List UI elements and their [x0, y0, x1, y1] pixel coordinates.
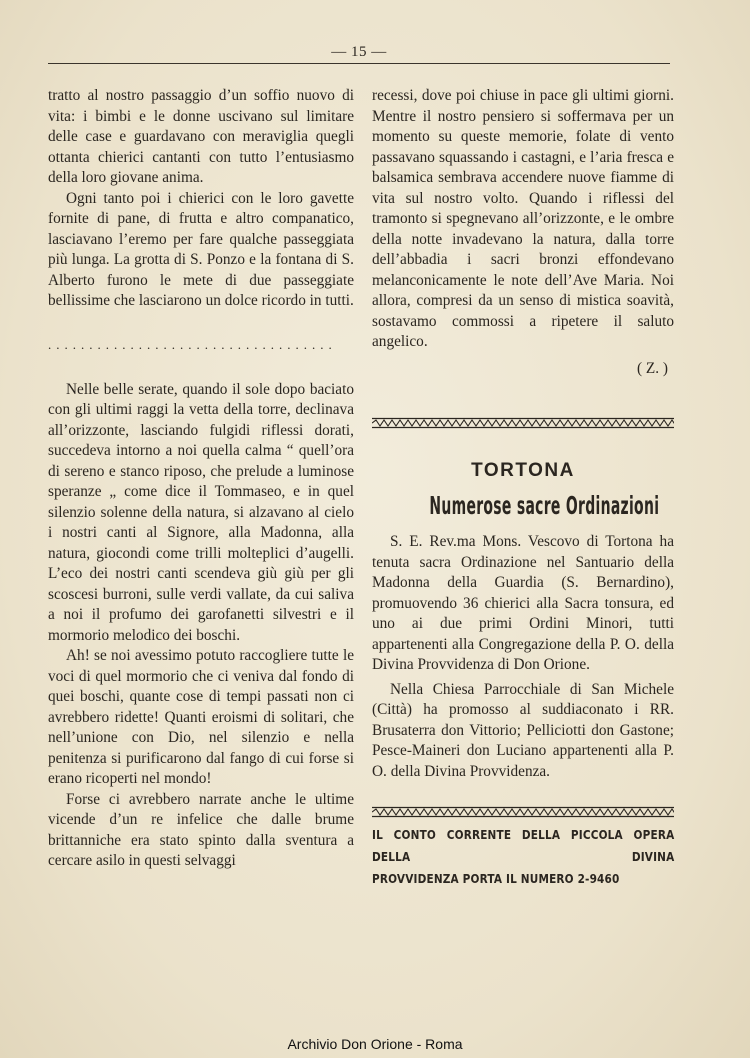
page-number: — 15 —	[331, 44, 387, 60]
page-header	[48, 44, 670, 64]
section-headline: Numerose sacre Ordinazioni	[429, 490, 660, 520]
article-signature: ( Z. )	[636, 359, 668, 377]
notice-line-2: PROVVIDENZA PORTA IL NUMERO 2-9460	[372, 871, 620, 886]
right-column	[372, 86, 674, 890]
right-paragraph-2: S. E. Rev.ma Mons. Vescovo di Tortona ha tenuta sacra Ordinazione nel Santuario della Madonna della Guardia (S. Bernardino), promuovendo 36 chierici alla Sacra tonsura, ed uno ai due primi Ordini Minori, tutti appartenenti alla Congregazione della P. O. della Divina Provvidenza di Don Orione.	[372, 533, 674, 673]
left-paragraph-1: tratto al nostro passaggio d’un soffio nuovo di vita: i bimbi e le donne uscivano sul limitare delle case e guardavano con meraviglia quegli ottanta chierici cantanti con tutto l’entusiasmo della loro giovane anima.	[48, 87, 354, 186]
left-paragraph-3: Nelle belle serate, quando il sole dopo baciato con gli ultimi raggi la vetta della torre, declinava all’orizzonte, lasciando fulgidi riflessi dorati, succedeva intorno a noi quella calma “ quell’ora di sereno e stanco riposo, che prelude a luminose speranze „ come dice il Tommaseo, e in quel silenzio solenne della natura, si alzavano al cielo i nostri canti al Signore, alla Madonna, alla natura, giocondi come trilli molteplici d’augelli. L’eco dei nostri canti scendeva giù giù per gli scoscesi burroni, sulle verdi vallate, da cui saliva a noi il profumo dei garofanetti silvestri e il mormorio melodico dei boschi.	[48, 380, 354, 644]
header-rule	[48, 63, 670, 64]
right-paragraph-1: recessi, dove poi chiuse in pace gli ultimi giorni. Mentre il nostro pensiero si soffermava per un momento su queste memorie, folate di vento passavano squassando i castagni, e l’aria fresca e balsamica sembrava accendere nuove fiamme di vita sul nostro volto. Quando i riflessi del tramonto si spegnevano all’orizzonte, e le ombre della notte invadevano la natura, dalla torre dell’abbadia i sacri bronzi effondevano melanconicamente le note dell’Ave Maria. Noi allora, compresi da un senso di mistica soavità, sostavamo commossi a ripetere il saluto angelico.	[372, 87, 674, 350]
ornamental-rule-bottom	[372, 806, 674, 818]
section-city: TORTONA	[471, 460, 575, 481]
left-paragraph-5: Forse ci avrebbero narrate anche le ultime vicende d’un re infelice che dalle brume brittanniche era stato spinto dalla sventura a cercare asilo in questi selvaggi	[48, 790, 354, 869]
left-paragraph-2: Ogni tanto poi i chierici con le loro gavette fornite di pane, di frutta e altro companatico, lasciavano l’eremo per fare qualche passeggiata più lunga. La grotta di S. Ponzo e la fontana di S. Alberto furono le mete di due passeggiate bellissime che lasciarono un dolce ricordo in tutti.	[48, 189, 354, 309]
dotted-separator: ...................................	[48, 337, 337, 352]
archive-footer: Archivio Don Orione - Roma	[287, 1036, 463, 1052]
notice-line-1: IL CONTO CORRENTE DELLA PICCOLA OPERA DELLA DIVINA	[372, 827, 675, 864]
right-paragraph-3: Nella Chiesa Parrocchiale di San Michele (Città) ha promosso al suddiaconato i RR. Brusaterra don Vittorio; Pelliciotti don Gastone; Pesce-Maineri don Luciano appartenenti alla P. O. della Divina Provvidenza.	[372, 680, 674, 780]
left-column	[48, 86, 354, 872]
bank-account-notice	[372, 824, 674, 890]
ornamental-rule-top	[372, 417, 674, 429]
left-paragraph-4: Ah! se noi avessimo potuto raccogliere tutte le voci di quel mormorio che ci veniva dal fondo di quei boschi, quante cose di tempi passati non ci avrebbero ridette! Quanti eroismi di solitari, che nell’unione con Dio, nel silenzio e nella penitenza si purificarono dal fango di cui forse si erano ricoperti nel mondo!	[48, 647, 354, 787]
